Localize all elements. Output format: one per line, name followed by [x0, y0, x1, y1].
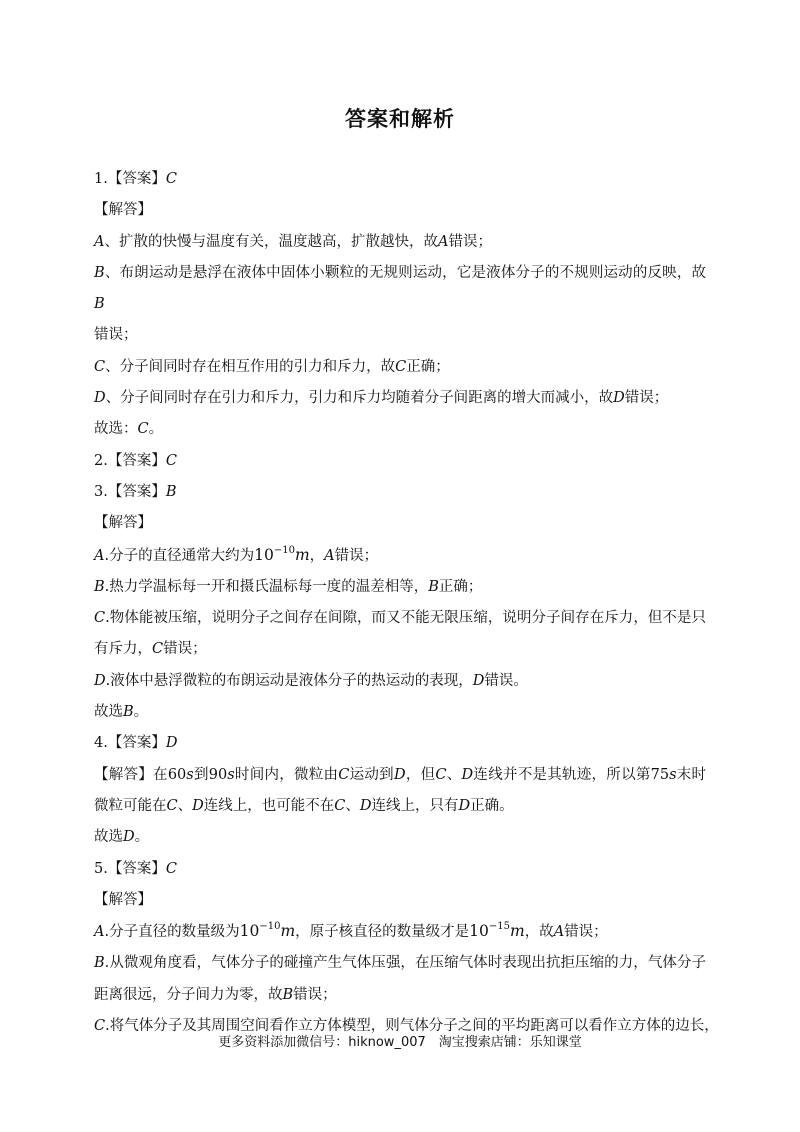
answer-label: 1.【答案】: [94, 171, 166, 187]
q3-option-c: C.物体能被压缩，说明分子之间存在间隙，而又不能无限压缩，说明分子间存在斥力，但不是只有斥力，C错误；: [94, 610, 706, 658]
q3-option-d: D.液体中悬浮微粒的布朗运动是液体分子的热运动的表现，D错误。: [94, 672, 528, 689]
q3-choose: 故选B。: [94, 704, 149, 721]
q3-option-b: B.热力学温标每一开和摄氏温标每一度的温差相等，B正确；: [94, 578, 483, 595]
q1-option-d: D、分子间同时存在引力和斥力，引力和斥力均随着分子间距离的增大而减小，故D错误；: [94, 390, 669, 407]
q3-option-a: A.分子的直径通常大约为$10^{-10}m$，A错误；: [94, 544, 379, 564]
q2-answer: 2.【答案】C: [94, 452, 177, 469]
q1-jieda: 【解答】: [94, 202, 152, 219]
q1-option-b: B、布朗运动是悬浮在液体中固体小颗粒的无规则运动，它是液体分子的不规则运动的反映，故B 错误；: [94, 264, 706, 344]
q1-choose: 故选：C。: [94, 421, 164, 438]
q4-choose: 故选D。: [94, 829, 150, 846]
answer-value: C: [165, 171, 177, 187]
q5-jieda: 【解答】: [94, 891, 152, 908]
q1-option-a: A、扩散的快慢与温度有关，温度越高，扩散越快，故A错误；: [94, 233, 492, 250]
q4-answer: 4.【答案】D: [94, 735, 178, 752]
q5-option-c: C.将气体分子及其周围空间看作立方体模型，则气体分子之间的平均距离可以看作立方体的边长，: [94, 1018, 719, 1035]
q1-option-c: C、分子间同时存在相互作用的引力和斥力，故C正确；: [94, 358, 450, 375]
q5-answer: 5.【答案】C: [94, 860, 177, 877]
page-footer: 更多资料添加微信号：hiknow_007 淘宝搜索店铺：乐知课堂: [218, 1035, 582, 1050]
q1-answer: [94, 164, 706, 195]
q4-explanation: 【解答】在60s到90s时间内，微粒由C运动到D，但C、D连线并不是其轨迹，所以第75s末时微粒可能在C、D连线上，也可能不在C、D连线上，只有D正确。: [94, 766, 707, 814]
q5-option-a: A.分子直径的数量级为$10^{-10}m$，原子核直径的数量级才是$10^{-15}m$，故A错误；: [94, 921, 608, 941]
q5-option-b: B.从微观角度看，气体分子的碰撞产生气体压强，在压缩气体时表现出抗拒压缩的力，气体分子距离很远，分子间力为零，故B错误；: [94, 955, 706, 1003]
q3-jieda: 【解答】: [94, 515, 152, 532]
q3-answer: 3.【答案】B: [94, 483, 177, 500]
page-title: 答案和解析: [345, 107, 455, 131]
answer-content: [94, 164, 719, 1042]
